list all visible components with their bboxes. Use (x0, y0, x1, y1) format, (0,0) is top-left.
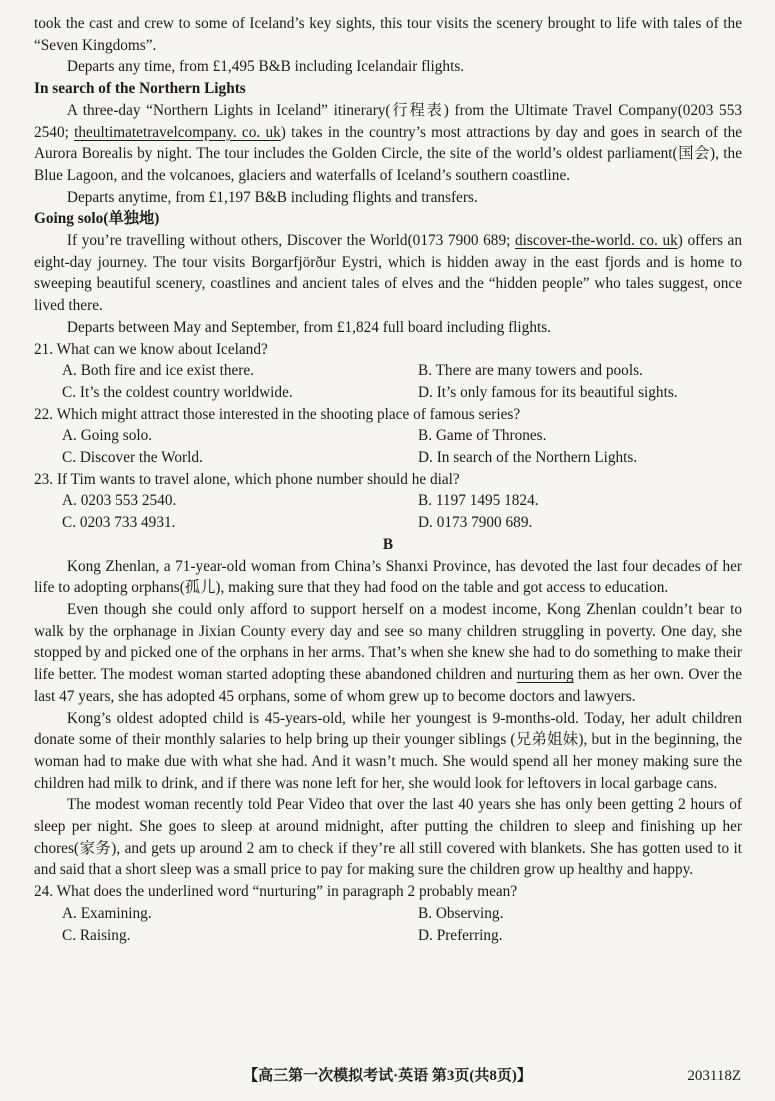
answer-option: C. Discover the World. (62, 449, 203, 467)
block-options (34, 360, 742, 382)
text-segment: If you’re travelling without others, Discover the World(0173 7900 689; (66, 232, 515, 250)
text-segment: Kong Zhenlan, a 71-year-old woman from China’s Shanxi Province, has devoted the last four decades of her life to adopting orphans(孤儿), making sure that they had food on the table and got access to education. (34, 557, 742, 597)
text-segment: Departs anytime, from £1,197 B&B including flights and transfers. (66, 188, 478, 206)
answer-option: D. It’s only famous for its beautiful sights. (418, 383, 678, 401)
block-options (34, 382, 742, 404)
block-question (34, 469, 742, 491)
text-segment: Departs any time, from £1,495 B&B including Icelandair flights. (66, 58, 465, 76)
block-para (34, 794, 742, 881)
block-center (34, 534, 742, 556)
answer-option: B. There are many towers and pools. (418, 362, 643, 380)
answer-option: A. 0203 553 2540. (62, 492, 177, 510)
text-segment: 24. What does the underlined word “nurturing” in paragraph 2 probably mean? (34, 883, 518, 901)
answer-option: B. 1197 1495 1824. (418, 492, 539, 510)
block-para (34, 317, 742, 339)
block-options (34, 425, 742, 447)
block-para (34, 187, 742, 209)
text-segment: 23. If Tim wants to travel alone, which phone number should he dial? (34, 470, 460, 488)
block-options (34, 490, 742, 512)
answer-option: D. 0173 7900 689. (418, 514, 533, 532)
block-para (34, 56, 742, 78)
answer-option: A. Examining. (62, 904, 152, 922)
underlined-text: theultimatetravelcompany. co. uk (74, 123, 281, 141)
text-segment: The modest woman recently told Pear Video that over the last 40 years she has only been getting 2 hours of sleep per night. She goes to sleep at around midnight, after putting the children to sleep and finishing up her chores(家务), and gets up around 2 am to check if they’re all still covered with blankets. She has gotten used to it and said that a short sleep was a small price to pay for making sure the children grow up healthy and happy. (34, 796, 742, 879)
text-segment: ) offers an eight-day journey. The tour visits Borgarfjörður Eystri, which is hidden away in the east fjords and is home to sweeping beautiful scenery, coastlines and ancient tales of elves and the “hidden people” who tales suggest, once lived there. (34, 232, 742, 315)
footer-exam-title: 【高三第一次模拟考试·英语 第3页(共8页)】 (243, 1068, 532, 1084)
block-options (34, 447, 742, 469)
answer-option: A. Going solo. (62, 427, 153, 445)
answer-option: D. Preferring. (418, 926, 503, 944)
block-para (34, 230, 742, 317)
text-segment: 21. What can we know about Iceland? (34, 340, 268, 358)
block-para (34, 556, 742, 599)
answer-option: C. 0203 733 4931. (62, 514, 176, 532)
underlined-text: nurturing (516, 666, 574, 684)
text-segment: Kong’s oldest adopted child is 45-years-old, while her youngest is 9-months-old. Today, her adult children donate some of their monthly salaries to help bring up their younger siblings (兄弟姐妹), but in the beginning, the woman had to make due with what she had. And it wasn’t much. She would spend all her money making sure the children had milk to drink, and if there was none left for her, she would look for leftovers in local garbage cans. (34, 709, 742, 792)
text-segment: In search of the Northern Lights (34, 80, 246, 98)
block-heading (34, 78, 742, 100)
text-segment: Even though she could only afford to support herself on a modest income, Kong Zhenlan couldn’t bear to walk by the orphanage in Jixian County every day and see so many children struggling in poverty. One day, she stopped by and picked one of the orphans in her arms. That’s when she knew she had to do something to make their life better. The modest woman started adopting these abandoned children and (34, 600, 742, 684)
block-question (34, 339, 742, 361)
text-segment: A three-day “Northern Lights in Iceland” itinerary(行程表) from the Ultimate Travel Company(0203 553 2540; (34, 101, 742, 141)
page-content (34, 13, 742, 946)
block-para (34, 100, 742, 187)
answer-option: B. Game of Thrones. (418, 427, 547, 445)
text-segment: them as her own. Over the last 47 years, she has adopted 45 orphans, some of whom grew up to become doctors and lawyers. (34, 666, 742, 705)
answer-option: A. Both fire and ice exist there. (62, 362, 254, 380)
text-segment: B (382, 535, 394, 553)
answer-option: B. Observing. (418, 904, 504, 922)
block-options (34, 925, 742, 947)
block-para (34, 708, 742, 795)
block-options (34, 903, 742, 925)
block-heading (34, 208, 742, 230)
block-para (34, 599, 742, 708)
answer-option: C. It’s the coldest country worldwide. (62, 383, 293, 401)
text-segment: took the cast and crew to some of Iceland’s key sights, this tour visits the scenery brought to life with tales of the “Seven Kingdoms”. (34, 15, 742, 54)
block-question (34, 404, 742, 426)
text-segment: 22. Which might attract those interested in the shooting place of famous series? (34, 405, 521, 423)
block-question (34, 881, 742, 903)
block-para (34, 13, 742, 56)
text-segment: Going solo(单独地) (34, 210, 160, 228)
text-segment: Departs between May and September, from £1,824 full board including flights. (66, 318, 551, 336)
text-segment: ) takes in the country’s most attractions by day and goes in search of the Aurora Borealis by night. The tour includes the Golden Circle, the site of the world’s oldest parliament(国会), the Blue Lagoon, and the volcanoes, glaciers and waterfalls of Iceland’s southern coastline. (34, 123, 743, 184)
underlined-text: discover-the-world. co. uk (515, 232, 678, 250)
page-footer (0, 1066, 775, 1088)
footer-paper-code: 203118Z (687, 1068, 741, 1084)
answer-option: C. Raising. (62, 926, 131, 944)
block-options (34, 512, 742, 534)
answer-option: D. In search of the Northern Lights. (418, 449, 638, 467)
